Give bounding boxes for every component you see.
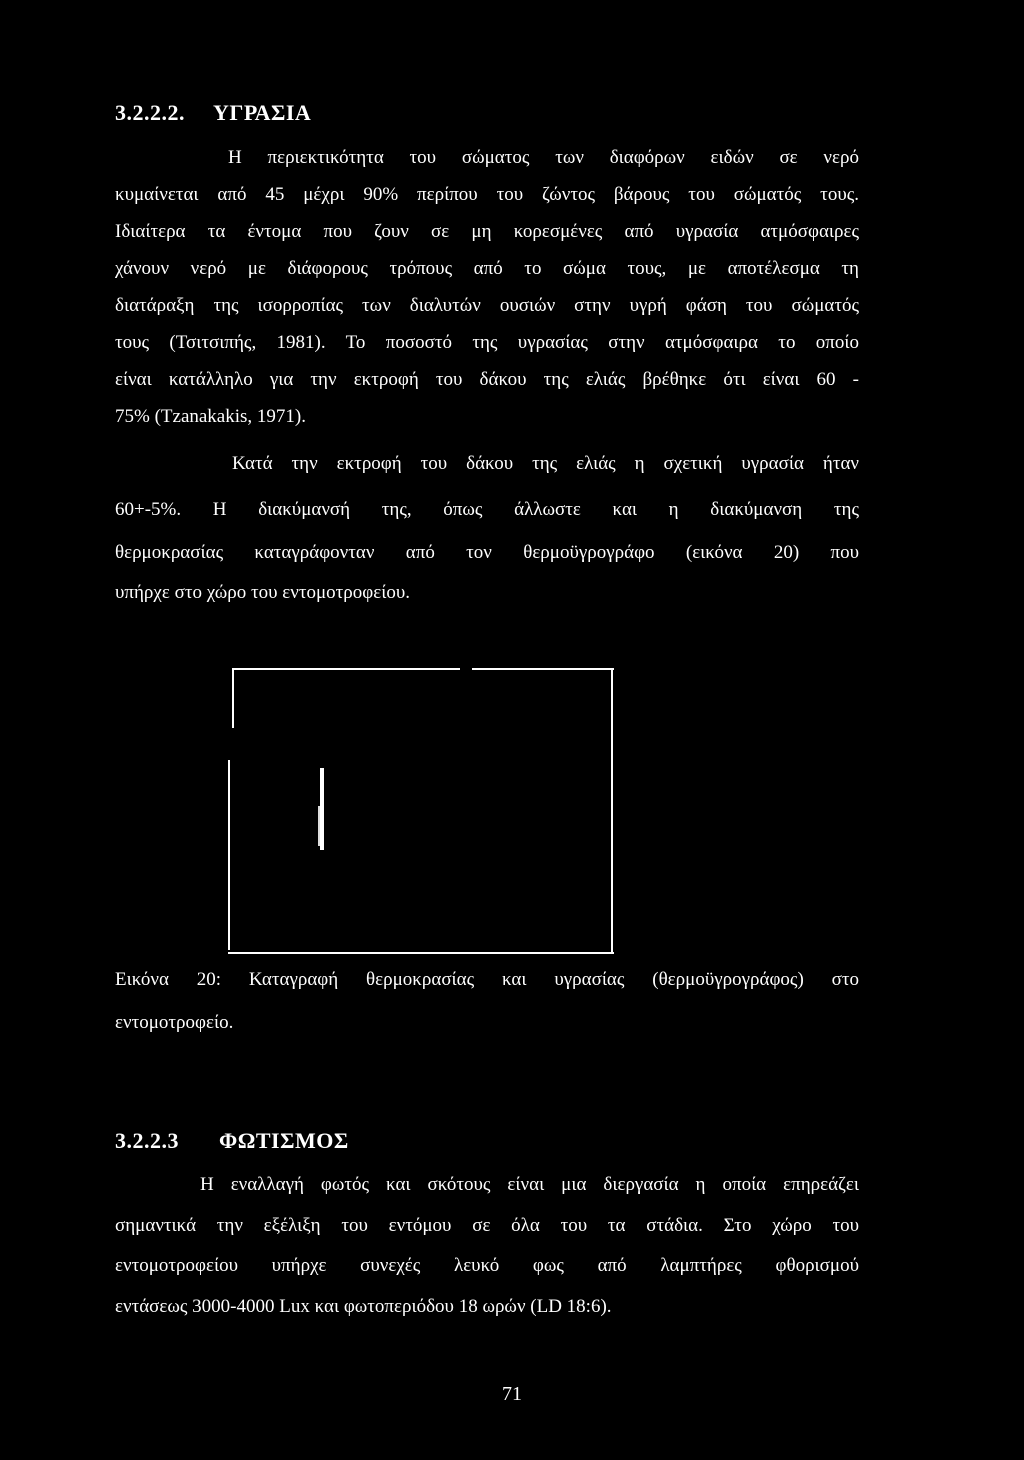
text-line: χάνουν νερό με διάφορους τρόπους από το σώμα τους, με αποτέλεσμα τη	[115, 258, 859, 279]
text-line: είναι κατάλληλο για την εκτροφή του δάκου της ελιάς βρέθηκε ότι είναι 60 -	[115, 369, 859, 390]
image-frame-edge	[611, 668, 613, 954]
text-line: Ιδιαίτερα τα έντομα που ζουν σε μη κορεσμένες από υγρασία ατμόσφαιρες	[115, 221, 859, 242]
section-number: 3.2.2.2.	[115, 100, 185, 125]
text-line: 75% (Tzanakakis, 1971).	[115, 406, 306, 427]
section-number: 3.2.2.3	[115, 1128, 179, 1153]
text-line: Η εναλλαγή φωτός και σκότους είναι μια διεργασία η οποία επηρεάζει	[200, 1174, 859, 1195]
image-frame-edge	[228, 760, 230, 950]
caption-line: Εικόνα 20: Καταγραφή θερμοκρασίας και υγρασίας (θερμοϋγρογράφος) στο	[115, 969, 859, 990]
section-title: ΦΩΤΙΣΜΟΣ	[219, 1128, 349, 1153]
text-line: Η περιεκτικότητα του σώματος των διαφόρων ειδών σε νερό	[228, 147, 859, 168]
text-line: εντάσεως 3000-4000 Lux και φωτοπεριόδου 18 ωρών (LD 18:6).	[115, 1296, 612, 1317]
image-frame-edge	[232, 668, 234, 728]
text-line: Κατά την εκτροφή του δάκου της ελιάς η σχετική υγρασία ήταν	[232, 453, 859, 474]
text-line: θερμοκρασίας καταγράφονταν από τον θερμοϋγρογράφο (εικόνα 20) που	[115, 542, 859, 563]
page-number: 71	[502, 1383, 522, 1405]
section-heading-lighting	[115, 1128, 349, 1154]
thermohygrograph-image	[228, 668, 616, 958]
text-line: τους (Τσιτσιπής, 1981). Το ποσοστό της υγρασίας στην ατμόσφαιρα το οποίο	[115, 332, 859, 353]
image-frame-edge	[232, 668, 460, 670]
recorder-pen-mark	[320, 768, 324, 850]
text-line: υπήρχε στο χώρο του εντομοτροφείου.	[115, 582, 410, 603]
text-line: σημαντικά την εξέλιξη του εντόμου σε όλα του τα στάδια. Στο χώρο του	[115, 1215, 859, 1236]
caption-line: εντομοτροφείο.	[115, 1012, 234, 1033]
text-line: κυμαίνεται από 45 μέχρι 90% περίπου του ζώντος βάρους του σώματός τους.	[115, 184, 859, 205]
image-frame-edge	[472, 668, 614, 670]
section-heading-humidity	[115, 100, 311, 126]
section-title: ΥΓΡΑΣΙΑ	[213, 100, 312, 125]
recorder-pen-mark	[318, 806, 320, 846]
image-frame-edge	[228, 952, 614, 954]
text-line: διατάραξη της ισορροπίας των διαλυτών ουσιών στην υγρή φάση του σώματός	[115, 295, 859, 316]
text-line: εντομοτροφείου υπήρχε συνεχές λευκό φως από λαμπτήρες φθορισμού	[115, 1255, 859, 1276]
text-line: 60+-5%. Η διακύμανσή της, όπως άλλωστε και η διακύμανση της	[115, 499, 859, 520]
